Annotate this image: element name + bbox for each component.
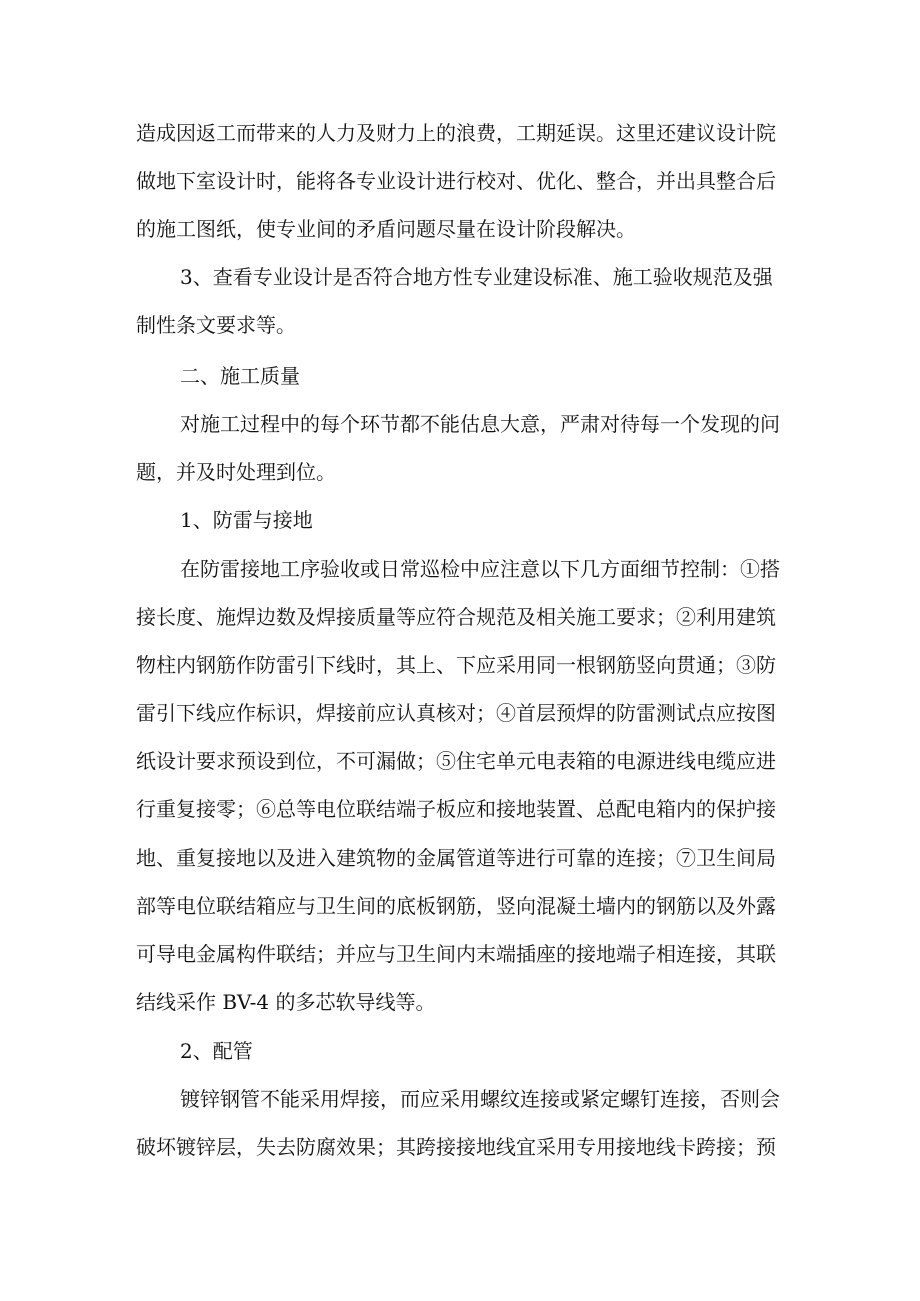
section-heading: 二、施工质量 (180, 364, 300, 388)
paragraph-line: 部等电位联结箱应与卫生间的底板钢筋，竖向混凝土墙内的钢筋以及外露 (136, 894, 776, 918)
paragraph-line: 结线采作 BV-4 的多芯软导线等。 (136, 990, 436, 1014)
paragraph-line: 破坏镀锌层，失去防腐效果；其跨接接地线宜采用专用接地线卡跨接；预 (136, 1135, 776, 1159)
subsection-heading: 2、配管 (180, 1039, 253, 1063)
paragraph-line: 题，并及时处理到位。 (136, 460, 336, 484)
paragraph-line: 纸设计要求预设到位，不可漏做；⑤住宅单元电表箱的电源进线电缆应进 (136, 749, 776, 773)
paragraph-line: 3、查看专业设计是否符合地方性专业建设标准、施工验收规范及强 (180, 265, 773, 289)
paragraph-line: 对施工过程中的每个环节都不能估息大意，严肃对待每一个发现的问 (180, 412, 780, 436)
subsection-heading: 1、防雷与接地 (180, 508, 313, 532)
paragraph-line: 在防雷接地工序验收或日常巡检中应注意以下几方面细节控制：①搭 (180, 557, 780, 581)
paragraph-line: 镀锌钢管不能采用焊接，而应采用螺纹连接或紧定螺钉连接，否则会 (180, 1087, 780, 1111)
paragraph-line: 制性条文要求等。 (136, 313, 296, 337)
paragraph-line: 行重复接零；⑥总等电位联结端子板应和接地装置、总配电箱内的保护接 (136, 797, 776, 821)
paragraph-line: 物柱内钢筋作防雷引下线时，其上、下应采用同一根钢筋竖向贯通；③防 (136, 653, 776, 677)
paragraph-line: 的施工图纸，使专业间的矛盾问题尽量在设计阶段解决。 (136, 217, 636, 241)
paragraph-line: 接长度、施焊边数及焊接质量等应符合规范及相关施工要求；②利用建筑 (136, 605, 776, 629)
paragraph-line: 造成因返工而带来的人力及财力上的浪费，工期延误。这里还建议设计院 (136, 121, 776, 145)
paragraph-line: 可导电金属构件联结；并应与卫生间内末端插座的接地端子相连接，其联 (136, 942, 776, 966)
paragraph-line: 雷引下线应作标识，焊接前应认真核对；④首层预焊的防雷测试点应按图 (136, 701, 776, 725)
paragraph-line: 地、重复接地以及进入建筑物的金属管道等进行可靠的连接；⑦卫生间局 (136, 846, 776, 870)
paragraph-line: 做地下室设计时，能将各专业设计进行校对、优化、整合，并出具整合后 (136, 169, 776, 193)
